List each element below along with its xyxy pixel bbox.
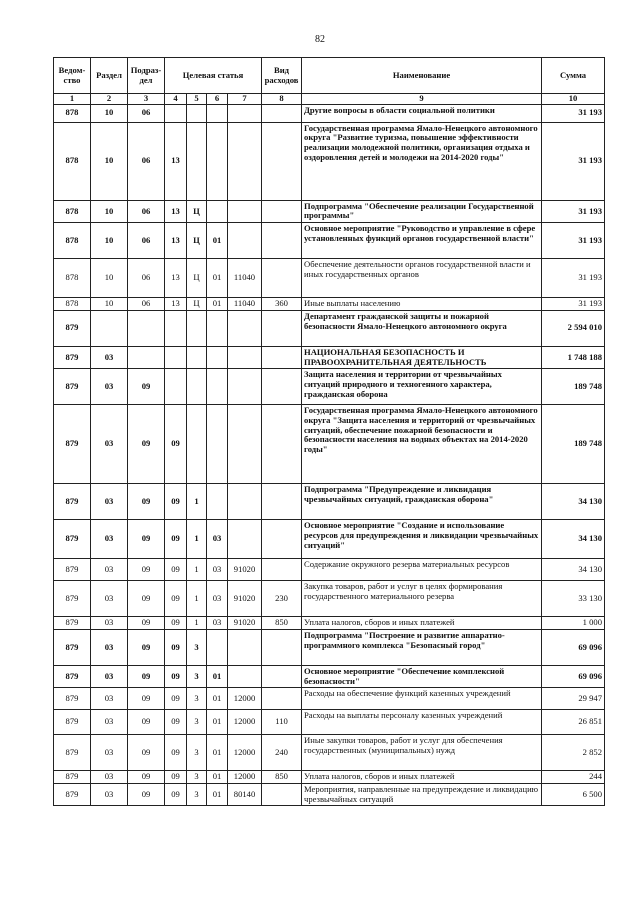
event-cell bbox=[207, 369, 228, 405]
col-number: 5 bbox=[187, 94, 207, 105]
vedomstvo-cell: 879 bbox=[54, 735, 91, 771]
sum-cell: 34 130 bbox=[542, 484, 605, 520]
event-cell bbox=[207, 310, 228, 346]
name-cell: Подпрограмма "Предупреждение и ликвидация чрезвычайных ситуаций, гражданская оборона" bbox=[302, 484, 542, 520]
sum-cell: 1 000 bbox=[542, 617, 605, 630]
razdel-cell: 03 bbox=[91, 484, 128, 520]
sum-cell: 2 852 bbox=[542, 735, 605, 771]
event-cell bbox=[207, 104, 228, 122]
program-cell bbox=[165, 104, 187, 122]
name-cell: Основное мероприятие "Обеспечение комплексной безопасности" bbox=[302, 665, 542, 687]
vedomstvo-cell: 878 bbox=[54, 200, 91, 222]
program-cell: 13 bbox=[165, 223, 187, 259]
table-row bbox=[54, 771, 605, 784]
program-cell: 09 bbox=[165, 581, 187, 617]
vedomstvo-cell: 879 bbox=[54, 310, 91, 346]
table-row bbox=[54, 688, 605, 710]
col-number: 6 bbox=[207, 94, 228, 105]
event-cell: 01 bbox=[207, 688, 228, 710]
podrazdel-cell: 09 bbox=[128, 771, 165, 784]
subprogram-cell: 3 bbox=[187, 665, 207, 687]
subprogram-cell: 1 bbox=[187, 520, 207, 559]
name-cell: Основное мероприятие "Создание и использование ресурсов для предупреждения и ликвидации чрезвычайных ситуаций" bbox=[302, 520, 542, 559]
sum-cell: 34 130 bbox=[542, 520, 605, 559]
direction-cell bbox=[228, 200, 262, 222]
vedomstvo-cell: 878 bbox=[54, 104, 91, 122]
vedomstvo-cell: 879 bbox=[54, 710, 91, 735]
direction-cell bbox=[228, 629, 262, 665]
header-row bbox=[54, 58, 605, 94]
vedomstvo-cell: 879 bbox=[54, 688, 91, 710]
subprogram-cell: 3 bbox=[187, 771, 207, 784]
name-cell: Закупка товаров, работ и услуг в целях формирования государственного материального резерва bbox=[302, 581, 542, 617]
expense-type-cell bbox=[262, 310, 302, 346]
table-body bbox=[54, 104, 605, 806]
table-row bbox=[54, 581, 605, 617]
direction-cell: 12000 bbox=[228, 735, 262, 771]
podrazdel-cell: 09 bbox=[128, 665, 165, 687]
subprogram-cell bbox=[187, 405, 207, 484]
col-number: 2 bbox=[91, 94, 128, 105]
subprogram-cell: 3 bbox=[187, 629, 207, 665]
program-cell: 09 bbox=[165, 559, 187, 581]
table-row bbox=[54, 346, 605, 368]
table-row bbox=[54, 200, 605, 222]
direction-cell bbox=[228, 310, 262, 346]
podrazdel-cell: 09 bbox=[128, 520, 165, 559]
event-cell: 01 bbox=[207, 665, 228, 687]
podrazdel-cell: 09 bbox=[128, 405, 165, 484]
col-celevaya: Целевая статья bbox=[165, 58, 262, 94]
name-cell: Другие вопросы в области социальной политики bbox=[302, 104, 542, 122]
table-row bbox=[54, 122, 605, 200]
subprogram-cell: 1 bbox=[187, 484, 207, 520]
vedomstvo-cell: 879 bbox=[54, 559, 91, 581]
name-cell: Расходы на выплаты персоналу казенных учреждений bbox=[302, 710, 542, 735]
expense-type-cell: 850 bbox=[262, 771, 302, 784]
vedomstvo-cell: 878 bbox=[54, 298, 91, 311]
direction-cell bbox=[228, 484, 262, 520]
sum-cell: 2 594 010 bbox=[542, 310, 605, 346]
podrazdel-cell: 09 bbox=[128, 484, 165, 520]
sum-cell: 244 bbox=[542, 771, 605, 784]
sum-cell: 31 193 bbox=[542, 122, 605, 200]
name-cell: Подпрограмма "Обеспечение реализации Государственной программы" bbox=[302, 200, 542, 222]
subprogram-cell: 3 bbox=[187, 784, 207, 806]
expense-type-cell: 110 bbox=[262, 710, 302, 735]
name-cell: Уплата налогов, сборов и иных платежей bbox=[302, 771, 542, 784]
sum-cell: 34 130 bbox=[542, 559, 605, 581]
vedomstvo-cell: 879 bbox=[54, 784, 91, 806]
event-cell bbox=[207, 405, 228, 484]
razdel-cell: 03 bbox=[91, 735, 128, 771]
subprogram-cell: Ц bbox=[187, 200, 207, 222]
subprogram-cell bbox=[187, 122, 207, 200]
col-number: 7 bbox=[228, 94, 262, 105]
sum-cell: 6 500 bbox=[542, 784, 605, 806]
subprogram-cell: 1 bbox=[187, 559, 207, 581]
col-number: 10 bbox=[542, 94, 605, 105]
sum-cell: 26 851 bbox=[542, 710, 605, 735]
table-row bbox=[54, 520, 605, 559]
podrazdel-cell: 09 bbox=[128, 688, 165, 710]
vedomstvo-cell: 879 bbox=[54, 346, 91, 368]
sum-cell: 33 130 bbox=[542, 581, 605, 617]
name-cell: Мероприятия, направленные на предупреждение и ликвидацию чрезвычайных ситуаций bbox=[302, 784, 542, 806]
direction-cell bbox=[228, 405, 262, 484]
sum-cell: 1 748 188 bbox=[542, 346, 605, 368]
direction-cell bbox=[228, 223, 262, 259]
vedomstvo-cell: 878 bbox=[54, 259, 91, 298]
direction-cell: 12000 bbox=[228, 710, 262, 735]
subprogram-cell bbox=[187, 369, 207, 405]
table-row bbox=[54, 559, 605, 581]
col-podrazdel: Подраз-дел bbox=[128, 58, 165, 94]
name-cell: Государственная программа Ямало-Ненецкого автономного округа "Защита населения и территорий от чрезвычайных ситуаций, обеспечение пожарной безопасности и безопасности населения на водных объектах на 2014-2020 годы" bbox=[302, 405, 542, 484]
razdel-cell: 03 bbox=[91, 617, 128, 630]
col-sum: Сумма bbox=[542, 58, 605, 94]
name-cell: НАЦИОНАЛЬНАЯ БЕЗОПАСНОСТЬ И ПРАВООХРАНИТЕЛЬНАЯ ДЕЯТЕЛЬНОСТЬ bbox=[302, 346, 542, 368]
col-number: 3 bbox=[128, 94, 165, 105]
program-cell: 09 bbox=[165, 484, 187, 520]
razdel-cell: 10 bbox=[91, 200, 128, 222]
expense-type-cell: 360 bbox=[262, 298, 302, 311]
sum-cell: 189 748 bbox=[542, 369, 605, 405]
expense-type-cell bbox=[262, 484, 302, 520]
podrazdel-cell bbox=[128, 346, 165, 368]
podrazdel-cell: 06 bbox=[128, 259, 165, 298]
program-cell: 13 bbox=[165, 122, 187, 200]
expense-type-cell: 240 bbox=[262, 735, 302, 771]
direction-cell: 11040 bbox=[228, 259, 262, 298]
podrazdel-cell: 09 bbox=[128, 559, 165, 581]
page-number: 82 bbox=[315, 34, 325, 45]
expense-type-cell bbox=[262, 223, 302, 259]
subprogram-cell: Ц bbox=[187, 223, 207, 259]
expense-type-cell bbox=[262, 369, 302, 405]
direction-cell bbox=[228, 369, 262, 405]
sum-cell: 31 193 bbox=[542, 223, 605, 259]
table-row bbox=[54, 405, 605, 484]
razdel-cell: 10 bbox=[91, 223, 128, 259]
column-numbers-row bbox=[54, 94, 605, 105]
name-cell: Подпрограмма "Построение и развитие аппаратно-программного комплекса "Безопасный город" bbox=[302, 629, 542, 665]
table-row bbox=[54, 310, 605, 346]
vedomstvo-cell: 878 bbox=[54, 223, 91, 259]
program-cell: 09 bbox=[165, 520, 187, 559]
direction-cell: 91020 bbox=[228, 581, 262, 617]
program-cell: 09 bbox=[165, 665, 187, 687]
razdel-cell: 10 bbox=[91, 298, 128, 311]
program-cell: 09 bbox=[165, 688, 187, 710]
col-vid: Вид расходов bbox=[262, 58, 302, 94]
sum-cell: 31 193 bbox=[542, 200, 605, 222]
sum-cell: 69 096 bbox=[542, 665, 605, 687]
expense-type-cell: 230 bbox=[262, 581, 302, 617]
event-cell bbox=[207, 122, 228, 200]
table-row bbox=[54, 259, 605, 298]
subprogram-cell: 3 bbox=[187, 735, 207, 771]
podrazdel-cell: 06 bbox=[128, 104, 165, 122]
event-cell: 01 bbox=[207, 259, 228, 298]
program-cell: 13 bbox=[165, 259, 187, 298]
expense-type-cell: 850 bbox=[262, 617, 302, 630]
razdel-cell bbox=[91, 310, 128, 346]
col-name: Наименование bbox=[302, 58, 542, 94]
table-row bbox=[54, 298, 605, 311]
sum-cell: 31 193 bbox=[542, 298, 605, 311]
program-cell bbox=[165, 310, 187, 346]
vedomstvo-cell: 879 bbox=[54, 665, 91, 687]
vedomstvo-cell: 878 bbox=[54, 122, 91, 200]
expense-type-cell bbox=[262, 665, 302, 687]
vedomstvo-cell: 879 bbox=[54, 771, 91, 784]
table-row bbox=[54, 104, 605, 122]
razdel-cell: 03 bbox=[91, 629, 128, 665]
name-cell: Уплата налогов, сборов и иных платежей bbox=[302, 617, 542, 630]
program-cell: 13 bbox=[165, 298, 187, 311]
vedomstvo-cell: 879 bbox=[54, 617, 91, 630]
razdel-cell: 03 bbox=[91, 771, 128, 784]
program-cell: 09 bbox=[165, 617, 187, 630]
vedomstvo-cell: 879 bbox=[54, 484, 91, 520]
direction-cell: 91020 bbox=[228, 617, 262, 630]
col-number: 8 bbox=[262, 94, 302, 105]
razdel-cell: 03 bbox=[91, 581, 128, 617]
program-cell: 09 bbox=[165, 784, 187, 806]
vedomstvo-cell: 879 bbox=[54, 581, 91, 617]
expense-type-cell bbox=[262, 688, 302, 710]
event-cell bbox=[207, 484, 228, 520]
subprogram-cell bbox=[187, 346, 207, 368]
event-cell: 01 bbox=[207, 298, 228, 311]
subprogram-cell: 3 bbox=[187, 710, 207, 735]
col-vedomstvo: Ведом-ство bbox=[54, 58, 91, 94]
sum-cell: 189 748 bbox=[542, 405, 605, 484]
razdel-cell: 03 bbox=[91, 346, 128, 368]
podrazdel-cell: 06 bbox=[128, 122, 165, 200]
podrazdel-cell: 09 bbox=[128, 581, 165, 617]
vedomstvo-cell: 879 bbox=[54, 369, 91, 405]
razdel-cell: 03 bbox=[91, 784, 128, 806]
sum-cell: 69 096 bbox=[542, 629, 605, 665]
vedomstvo-cell: 879 bbox=[54, 629, 91, 665]
event-cell: 03 bbox=[207, 581, 228, 617]
event-cell: 03 bbox=[207, 559, 228, 581]
direction-cell: 80140 bbox=[228, 784, 262, 806]
expense-type-cell bbox=[262, 259, 302, 298]
subprogram-cell: 3 bbox=[187, 688, 207, 710]
podrazdel-cell bbox=[128, 310, 165, 346]
podrazdel-cell: 06 bbox=[128, 298, 165, 311]
program-cell: 09 bbox=[165, 735, 187, 771]
expense-type-cell bbox=[262, 122, 302, 200]
table-row bbox=[54, 629, 605, 665]
name-cell: Обеспечение деятельности органов государственной власти и иных государственных органов bbox=[302, 259, 542, 298]
event-cell bbox=[207, 200, 228, 222]
event-cell: 03 bbox=[207, 520, 228, 559]
expense-type-cell bbox=[262, 405, 302, 484]
expense-type-cell bbox=[262, 200, 302, 222]
direction-cell bbox=[228, 104, 262, 122]
event-cell: 01 bbox=[207, 784, 228, 806]
table-row bbox=[54, 710, 605, 735]
program-cell: 13 bbox=[165, 200, 187, 222]
direction-cell bbox=[228, 520, 262, 559]
name-cell: Иные закупки товаров, работ и услуг для обеспечения государственных (муниципальных) нужд bbox=[302, 735, 542, 771]
direction-cell bbox=[228, 346, 262, 368]
name-cell: Основное мероприятие "Руководство и управление в сфере установленных функций органов государственной власти" bbox=[302, 223, 542, 259]
razdel-cell: 03 bbox=[91, 688, 128, 710]
program-cell: 09 bbox=[165, 629, 187, 665]
expense-type-cell bbox=[262, 346, 302, 368]
razdel-cell: 10 bbox=[91, 122, 128, 200]
direction-cell: 11040 bbox=[228, 298, 262, 311]
table-row bbox=[54, 735, 605, 771]
podrazdel-cell: 09 bbox=[128, 629, 165, 665]
direction-cell: 12000 bbox=[228, 688, 262, 710]
budget-table bbox=[53, 57, 605, 806]
expense-type-cell bbox=[262, 520, 302, 559]
subprogram-cell: 1 bbox=[187, 581, 207, 617]
razdel-cell: 03 bbox=[91, 559, 128, 581]
event-cell: 01 bbox=[207, 710, 228, 735]
subprogram-cell bbox=[187, 310, 207, 346]
podrazdel-cell: 06 bbox=[128, 223, 165, 259]
table-row bbox=[54, 369, 605, 405]
col-number: 4 bbox=[165, 94, 187, 105]
expense-type-cell bbox=[262, 559, 302, 581]
subprogram-cell: 1 bbox=[187, 617, 207, 630]
vedomstvo-cell: 879 bbox=[54, 520, 91, 559]
podrazdel-cell: 06 bbox=[128, 200, 165, 222]
name-cell: Защита населения и территории от чрезвычайных ситуаций природного и техногенного характера, гражданская оборона bbox=[302, 369, 542, 405]
direction-cell: 91020 bbox=[228, 559, 262, 581]
sum-cell: 31 193 bbox=[542, 259, 605, 298]
table-row bbox=[54, 484, 605, 520]
program-cell bbox=[165, 346, 187, 368]
podrazdel-cell: 09 bbox=[128, 710, 165, 735]
name-cell: Государственная программа Ямало-Ненецкого автономного округа "Развитие туризма, повышение эффективности реализации молодежной политики, организация отдыха и оздоровления детей и молодежи на 2014-2020 годы" bbox=[302, 122, 542, 200]
direction-cell: 12000 bbox=[228, 771, 262, 784]
table-row bbox=[54, 784, 605, 806]
program-cell: 09 bbox=[165, 710, 187, 735]
razdel-cell: 03 bbox=[91, 665, 128, 687]
table-row bbox=[54, 617, 605, 630]
subprogram-cell bbox=[187, 104, 207, 122]
razdel-cell: 03 bbox=[91, 520, 128, 559]
razdel-cell: 03 bbox=[91, 369, 128, 405]
razdel-cell: 10 bbox=[91, 104, 128, 122]
direction-cell bbox=[228, 665, 262, 687]
sum-cell: 29 947 bbox=[542, 688, 605, 710]
podrazdel-cell: 09 bbox=[128, 369, 165, 405]
event-cell: 01 bbox=[207, 771, 228, 784]
expense-type-cell bbox=[262, 629, 302, 665]
subprogram-cell: Ц bbox=[187, 259, 207, 298]
name-cell: Департамент гражданской защиты и пожарной безопасности Ямало-Ненецкого автономного округа bbox=[302, 310, 542, 346]
name-cell: Иные выплаты населению bbox=[302, 298, 542, 311]
podrazdel-cell: 09 bbox=[128, 784, 165, 806]
podrazdel-cell: 09 bbox=[128, 735, 165, 771]
name-cell: Содержание окружного резерва материальных ресурсов bbox=[302, 559, 542, 581]
direction-cell bbox=[228, 122, 262, 200]
col-number: 9 bbox=[302, 94, 542, 105]
event-cell: 03 bbox=[207, 617, 228, 630]
sum-cell: 31 193 bbox=[542, 104, 605, 122]
razdel-cell: 03 bbox=[91, 710, 128, 735]
program-cell: 09 bbox=[165, 771, 187, 784]
event-cell: 01 bbox=[207, 735, 228, 771]
vedomstvo-cell: 879 bbox=[54, 405, 91, 484]
podrazdel-cell: 09 bbox=[128, 617, 165, 630]
subprogram-cell: Ц bbox=[187, 298, 207, 311]
name-cell: Расходы на обеспечение функций казенных учреждений bbox=[302, 688, 542, 710]
program-cell: 09 bbox=[165, 405, 187, 484]
table-row bbox=[54, 223, 605, 259]
col-number: 1 bbox=[54, 94, 91, 105]
program-cell bbox=[165, 369, 187, 405]
col-razdel: Раздел bbox=[91, 58, 128, 94]
event-cell bbox=[207, 346, 228, 368]
table-row bbox=[54, 665, 605, 687]
event-cell: 01 bbox=[207, 223, 228, 259]
expense-type-cell bbox=[262, 784, 302, 806]
razdel-cell: 10 bbox=[91, 259, 128, 298]
expense-type-cell bbox=[262, 104, 302, 122]
razdel-cell: 03 bbox=[91, 405, 128, 484]
event-cell bbox=[207, 629, 228, 665]
